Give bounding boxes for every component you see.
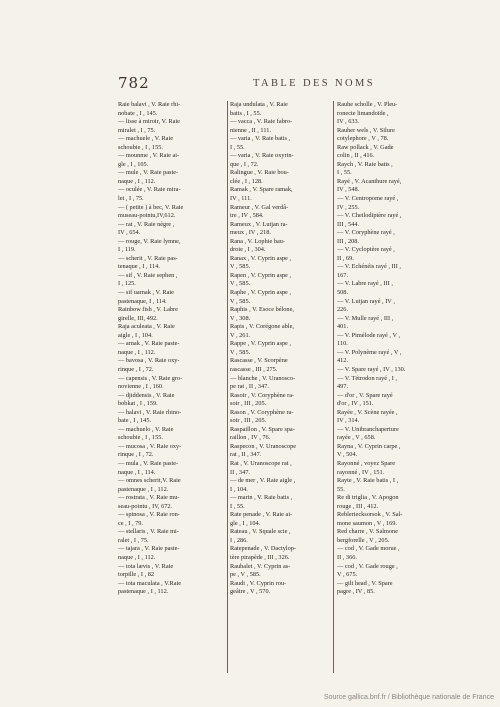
index-entry-line: — marin , V. Raie batis , bbox=[230, 494, 293, 502]
index-entry-line: 110. bbox=[337, 340, 348, 348]
index-entry-line: — rouge, V. Raie lymne, bbox=[118, 237, 181, 245]
index-entry-line: Rayte , V. Raie batis , I , bbox=[337, 477, 399, 485]
index-entry-line: Raudi , V. Cyprin rou- bbox=[230, 579, 287, 587]
index-entry-line: Raja undulata , V. Raie bbox=[230, 101, 288, 108]
index-entry-line: girelle, III, 492. bbox=[118, 314, 158, 322]
index-entry-line: — djiddensis , V. Raie bbox=[118, 391, 175, 399]
index-entry-line: Rainbow fish , V. Labre bbox=[118, 306, 178, 314]
index-entry-line: IV , 255. bbox=[337, 203, 360, 211]
index-entry-line: ralet , I , 75. bbox=[118, 536, 149, 544]
index-entry-line: — cod , V. Gade morue , bbox=[337, 545, 400, 553]
index-entry-line: — capensis , V. Raie gro- bbox=[118, 374, 183, 382]
index-entry-line: — V. Cheilodiptère rayé , bbox=[337, 212, 402, 220]
index-entry-line: gle , I , 104. bbox=[230, 519, 261, 527]
index-entry-line: — blanche , V. Uranosco- bbox=[230, 374, 296, 382]
index-entry-line: bate , I , 145. bbox=[118, 417, 152, 425]
index-entry-line: — V. Unibranchaperture bbox=[337, 425, 399, 433]
index-entry-line: rouge , III , 412. bbox=[337, 502, 379, 510]
index-entry-line: cotylephore , V , 78. bbox=[337, 135, 389, 143]
index-entry-line: geâtre , V , 570. bbox=[230, 588, 271, 596]
index-entry-line: nienne , II , 111. bbox=[230, 126, 271, 134]
index-entry-line: — mula , V. Raie paste- bbox=[118, 459, 179, 467]
index-entry-line: I , 119. bbox=[118, 246, 136, 254]
index-entry-line: museau-pointu,IV,612. bbox=[118, 212, 176, 220]
index-entry-line: que , I , 72. bbox=[230, 160, 259, 168]
index-entry-line: — gilt head , V. Spare bbox=[337, 579, 393, 587]
index-entry-line: Rameux , V. Lutjan ra- bbox=[230, 220, 288, 228]
index-entry-line: bobkat , I , 159. bbox=[118, 400, 158, 408]
index-entry-line: — tota maculata , V.Raie bbox=[118, 579, 182, 587]
index-entry-line: — spinosa , V. Raie ron- bbox=[118, 511, 180, 519]
index-entry-line: Rayna , V. Cyprin carpe , bbox=[337, 442, 401, 450]
index-entry-line: tère pirapède , III , 326. bbox=[230, 553, 290, 561]
index-entry-line: rascasse , III , 275. bbox=[230, 365, 278, 373]
index-entry-line: — de mer , V. Raie aigle , bbox=[230, 477, 296, 485]
running-title: TABLE DES NOMS bbox=[252, 78, 375, 89]
index-entry-line: let , I , 75. bbox=[118, 195, 144, 203]
index-entry-line: — arnak , V. Raie paste- bbox=[118, 340, 180, 348]
index-entry-line: tre , IV , 584. bbox=[230, 212, 264, 220]
index-entry-line: — V. Labre rayé , III , bbox=[337, 280, 393, 288]
index-entry-line: — vacca , V. Raie fabro- bbox=[230, 118, 293, 126]
index-entry-line: 497. bbox=[337, 383, 349, 391]
index-entry-line: I , 55. bbox=[230, 502, 245, 510]
index-entry-line: naque , I , 112. bbox=[118, 553, 156, 561]
index-entry-line: Ramak , V. Spare ramak, bbox=[230, 186, 293, 194]
index-entry-line: Rameur , V. Gal verdâ- bbox=[230, 203, 289, 211]
index-entry-line: soir , III , 205. bbox=[230, 400, 267, 408]
index-entry-line: — tota lævis , V. Raie bbox=[118, 562, 174, 570]
index-entry-line: — oculée , V. Raie mira- bbox=[118, 186, 181, 194]
index-entry-line: IV , 633. bbox=[337, 118, 360, 126]
index-entry-line: 401. bbox=[337, 323, 349, 331]
index-entry-line: V , 585. bbox=[230, 280, 251, 288]
column-divider bbox=[227, 101, 228, 673]
index-entry-line: Rebleriecksorsok , V. Sal- bbox=[337, 511, 403, 519]
index-entry-line: IV , 654. bbox=[118, 229, 141, 237]
index-entry-line: rayonné , IV , 151. bbox=[337, 468, 385, 476]
index-entry-line: II , 366. bbox=[337, 553, 357, 561]
index-entry-line: colin , II , 416. bbox=[337, 152, 375, 160]
index-entry-line: 167. bbox=[337, 271, 349, 279]
index-entry-line: d'or , IV , 151. bbox=[337, 400, 374, 408]
source-credit: Source gallica.bnf.fr / Bibliothèque nationale de France bbox=[323, 694, 494, 701]
index-entry-line: Rat , V. Uranoscope rat , bbox=[230, 459, 292, 467]
index-entry-line: Raych , V. Raie batis , bbox=[337, 160, 393, 168]
index-entry-line: — bavosa , V. Raie oxy- bbox=[118, 357, 180, 365]
index-entry-line: — V. Spare rayé , IV , 130. bbox=[337, 365, 406, 373]
index-entry-line: rinque , I , 72. bbox=[118, 451, 154, 459]
index-entry-line: Raspecon , V. Uranoscope bbox=[230, 442, 297, 450]
index-entry-line: — d'or , V. Spare rayé bbox=[337, 391, 393, 399]
index-entry-line: — sif uarnak , V. Raie bbox=[118, 289, 174, 297]
index-entry-line: Rasoir , V. Coryphène ra- bbox=[230, 391, 295, 399]
index-column-1 bbox=[118, 101, 225, 597]
index-entry-line: 508. bbox=[337, 289, 349, 297]
index-entry-line: Raw pollack , V. Gade bbox=[337, 143, 394, 151]
index-entry-line: Ranax , V. Cyprin aspe , bbox=[230, 254, 291, 262]
index-entry-line: Raubalet , V. Cyprin as- bbox=[230, 562, 291, 570]
index-entry-line: — mule , V. Raie paste- bbox=[118, 169, 179, 177]
index-entry-line: Rate penade , V. Raie ai- bbox=[230, 511, 293, 519]
index-entry-line: — varia , V. Raie batis , bbox=[230, 135, 291, 143]
index-entry-line: — V. Echénéis rayé , III , bbox=[337, 263, 401, 271]
index-entry-line: mone saumon , V , 169. bbox=[337, 519, 397, 527]
page-header bbox=[118, 74, 448, 92]
index-entry-line: batis , I , 55. bbox=[230, 109, 262, 117]
index-entry-line: — halavi , V. Raie rhino- bbox=[118, 408, 182, 416]
index-entry-line: — V. Polynème rayé , V , bbox=[337, 348, 402, 356]
index-entry-line: Rauhe scholle , V. Pleu- bbox=[337, 101, 398, 108]
index-entry-line: V , 675. bbox=[337, 571, 358, 579]
index-entry-line: aigle , I , 104. bbox=[118, 331, 153, 339]
index-entry-line: IV , 111. bbox=[230, 195, 252, 203]
index-entry-line: Raphe , V. Cyprin aspe , bbox=[230, 289, 291, 297]
index-entry-line: — stellaris , V. Raie mi- bbox=[118, 528, 179, 536]
index-entry-line: rayée , V , 658. bbox=[337, 434, 376, 442]
index-entry-line: I , 125. bbox=[118, 280, 136, 288]
index-entry-line: pagre , IV , 85. bbox=[337, 588, 375, 596]
index-entry-line: — rostrata , V. Raie mu- bbox=[118, 494, 180, 502]
index-entry-line: — V. Lutjan rayé , IV , bbox=[337, 297, 395, 305]
index-entry-line: — V. Mulle rayé , III , bbox=[337, 314, 394, 322]
index-entry-line: V , 261. bbox=[230, 331, 251, 339]
index-entry-line: Rappe , V. Cyprin aspe , bbox=[230, 340, 291, 348]
index-entry-line: meux , IV , 218. bbox=[230, 229, 271, 237]
index-entry-line: — sif , V. Raie sephen , bbox=[118, 271, 178, 279]
index-entry-line: droie , I , 304. bbox=[230, 246, 266, 254]
index-entry-line: I , 55. bbox=[230, 143, 245, 151]
index-entry-line: gle , I , 105. bbox=[118, 160, 149, 168]
index-column-3 bbox=[337, 101, 450, 597]
index-entry-line: clée , I , 128. bbox=[230, 177, 263, 185]
index-entry-line: torpille , I , 82 bbox=[118, 571, 155, 579]
index-entry-line: — V. Tétrodon rayé , I , bbox=[337, 374, 397, 382]
index-entry-line: Rascasse , V. Scorpène bbox=[230, 357, 288, 365]
index-entry-line: — mucosa , V. Raie oxy- bbox=[118, 442, 182, 450]
index-entry-line: V , 504. bbox=[337, 451, 358, 459]
index-entry-line: ronecte limandoïde , bbox=[337, 109, 389, 117]
index-entry-line: schoubie , I , 155. bbox=[118, 434, 163, 442]
index-entry-line: pe rat , II , 347. bbox=[230, 383, 269, 391]
index-entry-line: Raja aculeata , V. Raie bbox=[118, 323, 175, 331]
index-entry-line: raillon , IV , 76. bbox=[230, 434, 271, 442]
index-entry-line: — V. Cycloptère rayé , bbox=[337, 246, 395, 254]
index-entry-line: 226. bbox=[337, 306, 349, 314]
column-divider bbox=[333, 101, 334, 673]
index-entry-line: Rason , V. Coryphène ra- bbox=[230, 408, 294, 416]
index-entry-line: bergforelle , V , 205. bbox=[337, 536, 390, 544]
index-entry-line: — V. Centropome rayé , bbox=[337, 195, 399, 203]
index-entry-line: Rana , V. Lophie bau- bbox=[230, 237, 286, 245]
index-entry-line: soir , III , 205. bbox=[230, 417, 267, 425]
index-entry-line: V , 585. bbox=[230, 263, 251, 271]
index-entry-line: Rayonné , voyez Spare bbox=[337, 459, 396, 467]
index-entry-line: — mounme , V. Raie ai- bbox=[118, 152, 180, 160]
index-entry-line: III , 544. bbox=[337, 220, 360, 228]
index-entry-line: — omnes scherit,V. Raie bbox=[118, 477, 181, 485]
index-entry-line: pastenaque, I , 114. bbox=[118, 297, 167, 305]
index-entry-line: schoubie , I , 155. bbox=[118, 143, 163, 151]
index-entry-line: Raspaillon , V. Spare spa- bbox=[230, 425, 295, 433]
index-entry-line: III , 208. bbox=[337, 237, 360, 245]
index-entry-line: tenaque , I , 114. bbox=[118, 263, 160, 271]
index-entry-line: Rapen , V. Cyprin aspe , bbox=[230, 271, 291, 279]
index-entry-line: I , 104. bbox=[230, 485, 248, 493]
index-entry-line: I , 286. bbox=[230, 536, 248, 544]
index-entry-line: IV , 314. bbox=[337, 417, 360, 425]
index-entry-line: miralet , I , 75. bbox=[118, 126, 156, 134]
index-entry-line: Red charre , V. Salmone bbox=[337, 528, 398, 536]
index-entry-line: pastenaque , I , 112. bbox=[118, 485, 169, 493]
index-entry-line: Ralingue , V. Raie bou- bbox=[230, 169, 289, 177]
index-entry-line: novienne , I , 160. bbox=[118, 383, 164, 391]
index-entry-line: Rateau , V. Squale scie , bbox=[230, 528, 291, 536]
index-entry-line: — scherit , V. Raie pas- bbox=[118, 254, 178, 262]
index-entry-line: Re di triglia , V. Apogon bbox=[337, 494, 399, 502]
index-entry-line: IV , 548. bbox=[337, 186, 360, 194]
index-entry-line: Ratepenade , V. Dactylop- bbox=[230, 545, 297, 553]
index-entry-line: Rayé , V. Acanthure rayé, bbox=[337, 177, 402, 185]
index-entry-line: — ( petite ) à bec, V. Raie bbox=[118, 203, 184, 211]
index-entry-line: V , 308. bbox=[230, 314, 251, 322]
index-entry-line: V , 585. bbox=[230, 348, 251, 356]
index-entry-line: 412. bbox=[337, 357, 349, 365]
index-entry-line: 55. bbox=[337, 485, 345, 493]
index-entry-line: Rauher wels , V. Silure bbox=[337, 126, 395, 134]
index-entry-line: nobate , I , 145. bbox=[118, 109, 158, 117]
index-entry-line: Raphis , V. Esoce bélone, bbox=[230, 306, 294, 314]
index-entry-line: I , 55. bbox=[337, 169, 352, 177]
index-entry-line: seau-pointu , IV, 672. bbox=[118, 502, 173, 510]
page-number: 782 bbox=[118, 74, 150, 92]
index-entry-line: V , 585. bbox=[230, 297, 251, 305]
index-entry-line: — machuele , V. Raie bbox=[118, 135, 174, 143]
index-entry-line: — V. Coryphène rayé , bbox=[337, 229, 395, 237]
index-entry-line: Rayée , V. Scène rayée , bbox=[337, 408, 398, 416]
index-entry-line: naque , I , 114. bbox=[118, 468, 156, 476]
index-entry-line: pastenaque , I , 112. bbox=[118, 588, 169, 596]
index-entry-line: — varia , V. Raie oxyrin- bbox=[230, 152, 294, 160]
index-entry-line: — V. Pimélode rayé , V , bbox=[337, 331, 401, 339]
index-entry-line: rinque , I , 72. bbox=[118, 365, 154, 373]
index-entry-line: — machuelo , V. Raie bbox=[118, 425, 174, 433]
index-entry-line: Raie balavi , V. Raie rhi- bbox=[118, 101, 181, 108]
index-entry-line: — rat , V. Raie nègre , bbox=[118, 220, 175, 228]
index-entry-line: — lisse à miroir, V. Raie bbox=[118, 118, 180, 126]
index-entry-line: Rapis , V. Corégone able, bbox=[230, 323, 294, 331]
index-entry-line: rat , II , 347. bbox=[230, 451, 262, 459]
index-entry-line: — cod , V. Gade rouge , bbox=[337, 562, 398, 570]
index-entry-line: pe , V , 585. bbox=[230, 571, 261, 579]
index-entry-line: — tajara , V. Raie paste- bbox=[118, 545, 180, 553]
index-entry-line: ce , I , 79. bbox=[118, 519, 144, 527]
index-entry-line: naque , I , 112. bbox=[118, 177, 156, 185]
index-column-2 bbox=[230, 101, 329, 597]
index-entry-line: naque , I , 112. bbox=[118, 348, 156, 356]
index-entry-line: II , 347. bbox=[230, 468, 250, 476]
index-entry-line: II , 69. bbox=[337, 254, 354, 262]
